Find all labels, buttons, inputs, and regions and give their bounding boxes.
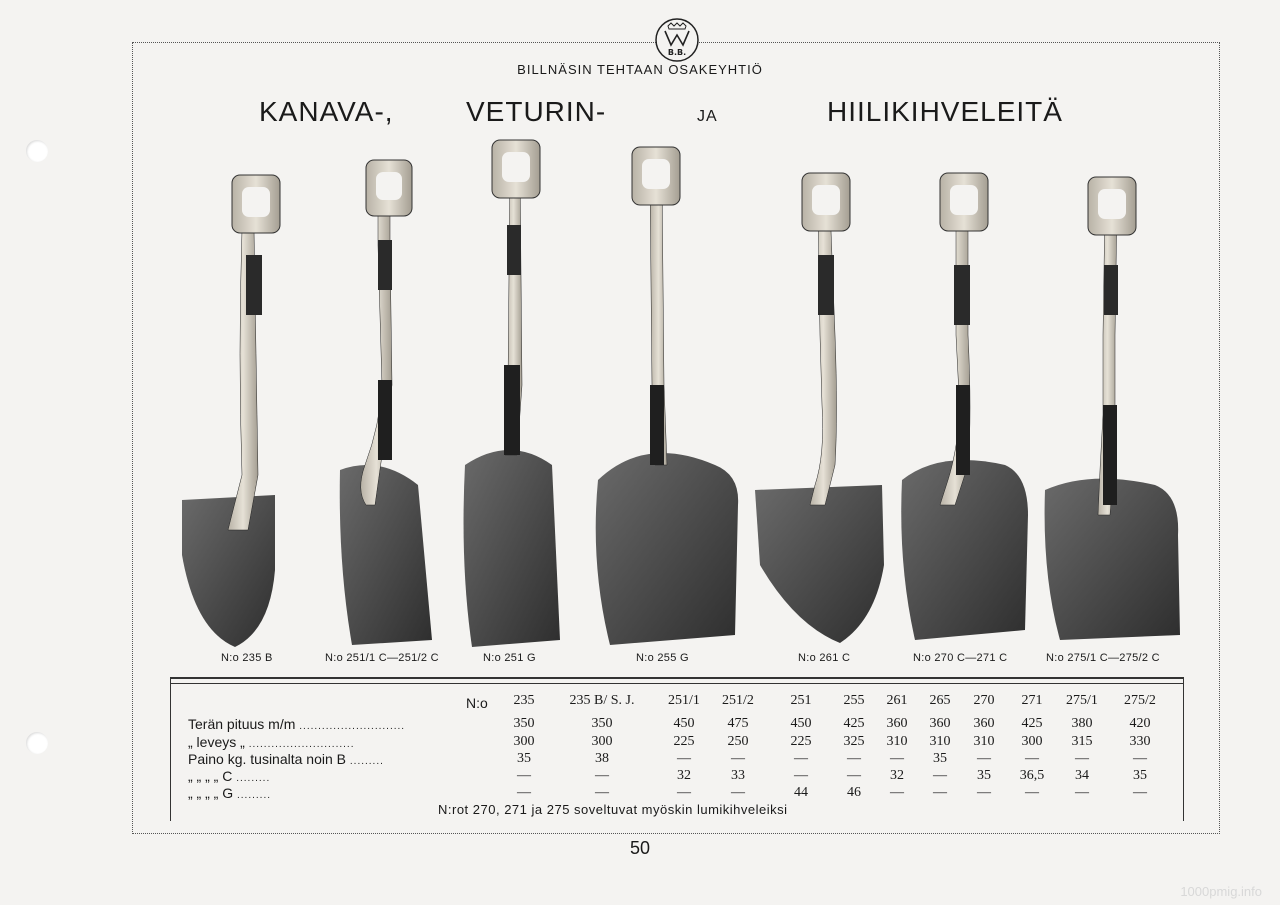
table-cell: 450 (790, 716, 812, 731)
shovel-235b (182, 175, 280, 647)
title-part-1: KANAVA-, (259, 96, 394, 127)
table-row-label (188, 734, 354, 750)
row-label-dots: ......... (237, 790, 272, 801)
table-cell: 325 (843, 734, 865, 749)
table-cell: 32 (890, 768, 904, 783)
row-label-text: Paino kg. tusinalta noin B (188, 751, 346, 767)
table-cell: — (794, 768, 808, 783)
table-cell: — (1133, 785, 1147, 800)
table-cell: — (1025, 751, 1039, 766)
table-cell: 225 (673, 734, 695, 749)
row-label-dots: ............................ (299, 721, 406, 732)
table-cell: 420 (1129, 716, 1151, 731)
table-cell: 330 (1129, 734, 1151, 749)
table-cell: 33 (731, 768, 745, 783)
shovel-261c (755, 173, 884, 643)
table-cell: — (1025, 785, 1039, 800)
shovel-275c (1045, 177, 1180, 640)
company-name: BILLNÄSIN TEHTAAN OSAKEYHTIÖ (517, 62, 763, 77)
shovel-label-251c: N:o 251/1 C—251/2 C (325, 652, 439, 664)
shovel-251c (340, 160, 432, 645)
table-cell: 32 (677, 768, 691, 783)
shovel-251g (464, 140, 560, 647)
table-cell: 380 (1071, 716, 1093, 731)
watermark: 1000pmig.info (1180, 884, 1262, 899)
table-cell: 350 (591, 716, 613, 731)
table-row-label (188, 785, 271, 801)
table-col-header: 265 (929, 693, 951, 708)
shovel-label-255g: N:o 255 G (636, 652, 689, 664)
table-cell: — (933, 768, 947, 783)
table-col-header: 271 (1021, 693, 1043, 708)
billnas-emblem-icon (654, 17, 700, 63)
table-cell: 35 (1133, 768, 1147, 783)
row-label-text: „ „ „ „ C (188, 768, 233, 784)
row-label-text: „ leveys „ (188, 734, 245, 750)
table-cell: — (731, 785, 745, 800)
table-cell: 300 (1021, 734, 1043, 749)
table-cell: — (677, 751, 691, 766)
table-cell: 35 (933, 751, 947, 766)
title-part-4: HIILIKIHVELEITÄ (827, 96, 1063, 127)
table-cell: 36,5 (1019, 768, 1045, 783)
shovel-illustrations (170, 135, 1190, 655)
table-cell: — (847, 768, 861, 783)
table-cell: — (677, 785, 691, 800)
table-row-label (188, 716, 405, 732)
table-col-header: 235 (513, 693, 535, 708)
table-row-label (188, 751, 384, 767)
table-cell: 310 (973, 734, 995, 749)
table-cell: 360 (886, 716, 908, 731)
table-col-header: 270 (973, 693, 995, 708)
table-footnote: N:rot 270, 271 ja 275 soveltuvat myöskin lumikihveleiksi (438, 802, 788, 817)
table-cell: 450 (673, 716, 695, 731)
table-cell: 46 (847, 785, 861, 800)
table-cell: — (933, 785, 947, 800)
table-cell: 250 (727, 734, 749, 749)
table-cell: 225 (790, 734, 812, 749)
table-cell: — (1075, 785, 1089, 800)
table-cell: — (731, 751, 745, 766)
table-cell: — (977, 751, 991, 766)
table-cell: — (977, 785, 991, 800)
table-cell: — (595, 785, 609, 800)
table-cell: 425 (843, 716, 865, 731)
row-label-text: „ „ „ „ G (188, 785, 234, 801)
table-cell: — (517, 768, 531, 783)
table-col-header: 251/2 (722, 693, 754, 708)
table-no-label: N:o (466, 695, 488, 711)
title-part-3: JA (697, 108, 718, 125)
punch-hole-top (26, 140, 48, 162)
shovel-255g (596, 147, 738, 645)
table-cell: 34 (1075, 768, 1089, 783)
table-col-header: 251 (790, 693, 812, 708)
table-col-header: 255 (843, 693, 865, 708)
table-row-label (188, 768, 270, 784)
table-col-header: 251/1 (668, 693, 700, 708)
table-cell: 360 (929, 716, 951, 731)
table-cell: — (517, 785, 531, 800)
table-col-header: 261 (886, 693, 908, 708)
table-cell: 35 (517, 751, 531, 766)
table-cell: 350 (513, 716, 535, 731)
shovel-label-275c: N:o 275/1 C—275/2 C (1046, 652, 1160, 664)
table-cell: 310 (886, 734, 908, 749)
table-cell: — (890, 751, 904, 766)
title-part-2: VETURIN- (466, 96, 607, 127)
table-cell: — (595, 768, 609, 783)
table-col-header: 235 B/ S. J. (569, 693, 635, 708)
table-cell: — (890, 785, 904, 800)
row-label-text: Terän pituus m/m (188, 716, 296, 732)
table-col-header: 275/2 (1124, 693, 1156, 708)
page-number: 50 (629, 838, 651, 858)
table-cell: 300 (591, 734, 613, 749)
shovel-270c (901, 173, 1028, 640)
table-cell: — (1075, 751, 1089, 766)
table-cell: 38 (595, 751, 609, 766)
table-cell: — (847, 751, 861, 766)
table-cell: 35 (977, 768, 991, 783)
table-col-header: 275/1 (1066, 693, 1098, 708)
table-cell: — (1133, 751, 1147, 766)
shovel-label-235b: N:o 235 B (221, 652, 273, 664)
row-label-dots: ......... (349, 756, 384, 767)
table-cell: 44 (794, 785, 808, 800)
row-label-dots: ......... (236, 773, 271, 784)
table-cell: 425 (1021, 716, 1043, 731)
shovel-label-261c: N:o 261 C (798, 652, 851, 664)
shovel-label-270c: N:o 270 C—271 C (913, 652, 1008, 664)
punch-hole-bottom (26, 732, 48, 754)
table-cell: 360 (973, 716, 995, 731)
shovel-label-251g: N:o 251 G (483, 652, 536, 664)
svg-text:B.B.: B.B. (667, 48, 687, 57)
table-cell: — (794, 751, 808, 766)
table-cell: 300 (513, 734, 535, 749)
table-cell: 310 (929, 734, 951, 749)
table-cell: 475 (727, 716, 749, 731)
table-cell: 315 (1071, 734, 1093, 749)
row-label-dots: ............................ (248, 739, 355, 750)
